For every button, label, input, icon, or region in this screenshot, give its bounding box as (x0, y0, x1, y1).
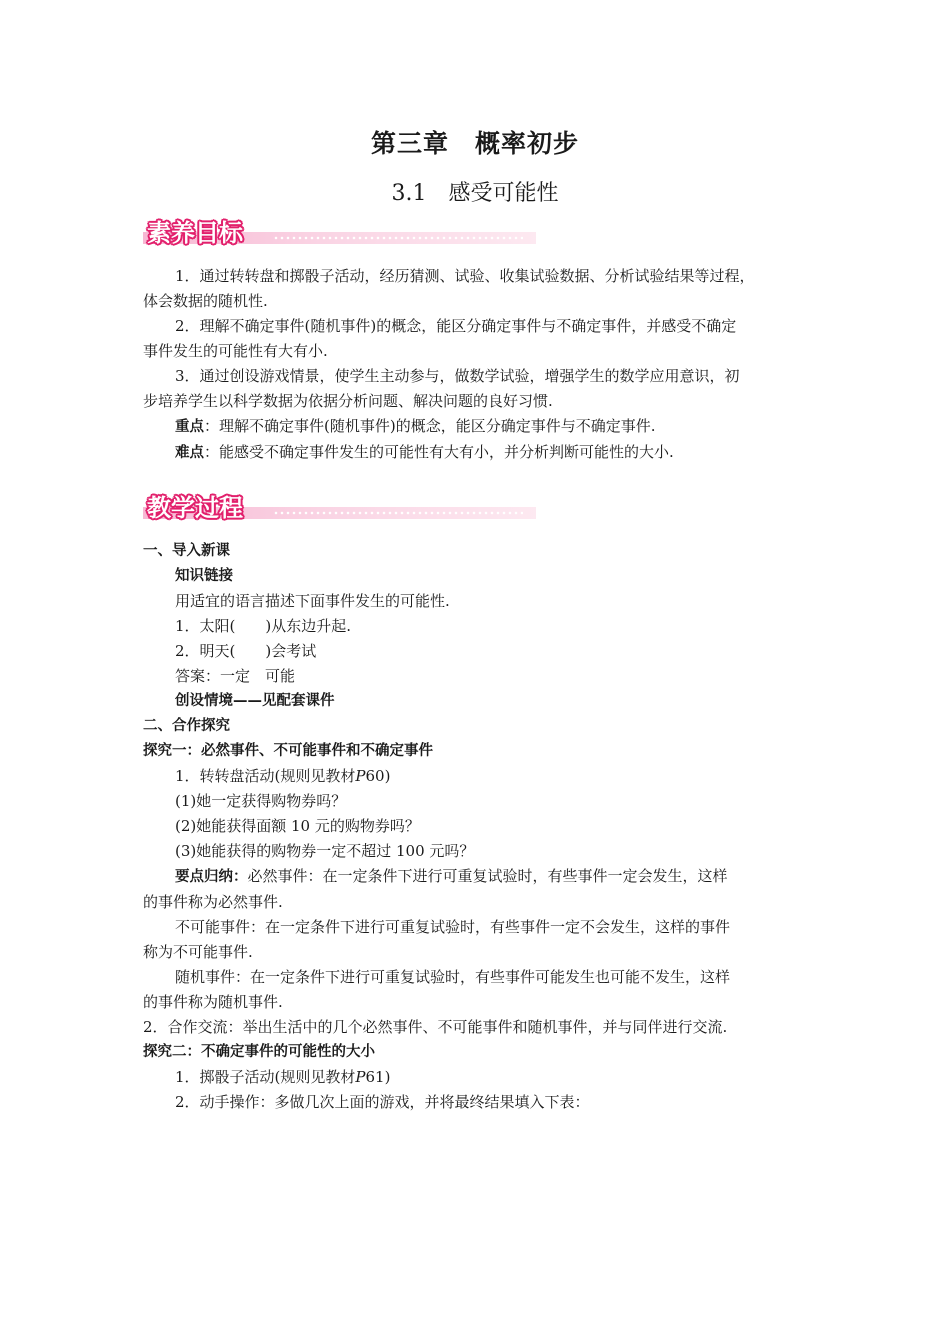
goal-1-line-2: 体会数据的随机性. (143, 292, 268, 310)
explore-1-title: 探究一：必然事件、不可能事件和不确定事件 (143, 743, 433, 759)
goals-banner (143, 213, 538, 247)
heading-intro: 一、导入新课 (143, 543, 230, 559)
random-line-2: 的事件称为随机事件. (143, 993, 283, 1011)
explore-2-title: 探究二：不确定事件的可能性的大小 (143, 1044, 375, 1060)
process-section (143, 539, 808, 1115)
explore-1-item-1: 1．转转盘活动(规则见教材P60) (175, 767, 391, 785)
goal-2-line-1: 2．理解不确定事件(随机事件)的概念，能区分确定事件与不确定事件，并感受不确定 (175, 317, 737, 335)
heading-explore: 二、合作探究 (143, 718, 230, 734)
explore-1-q1: (1)她一定获得购物券吗？ (175, 792, 347, 810)
key-point (143, 414, 808, 440)
goals-banner-label: 素养目标 (147, 219, 243, 247)
goal-2-line-2: 事件发生的可能性有大有小. (143, 342, 328, 360)
goal-3-line-2: 步培养学生以科学数据为依据分析问题、解决问题的良好习惯. (143, 392, 553, 410)
describe-prompt: 用适宜的语言描述下面事件发生的可能性. (175, 592, 450, 610)
explore-2-item-1: 1．掷骰子活动(规则见教材P61) (175, 1068, 391, 1086)
goal-3-line-1: 3．通过创设游戏情景，使学生主动参与，做数学试验，增强学生的数学应用意识，初 (175, 367, 740, 385)
key-point-text: ：理解不确定事件(随机事件)的概念，能区分确定事件与不确定事件. (204, 417, 656, 435)
question-2: 2．明天( )会考试 (175, 642, 317, 660)
banner-dots (273, 235, 523, 241)
goals-section (143, 264, 808, 466)
difficult-point-text: ：能感受不确定事件发生的可能性有大有小，并分析判断可能性的大小. (204, 443, 674, 461)
random-line-1: 随机事件：在一定条件下进行可重复试验时，有些事件可能发生也可能不发生，这样 (175, 968, 731, 986)
process-banner-label: 教学过程 (147, 494, 243, 522)
impossible-line-2: 称为不可能事件. (143, 943, 253, 961)
impossible-line-1: 不可能事件：在一定条件下进行可重复试验时，有些事件一定不会发生，这样的事件 (175, 918, 731, 936)
section-title: 3.1 感受可能性 (391, 181, 559, 206)
answer: 答案：一定 可能 (175, 667, 296, 685)
explore-2-item-2: 2．动手操作：多做几次上面的游戏，并将最终结果填入下表： (175, 1093, 590, 1111)
goal-1-line-1: 1．通过转转盘和掷骰子活动，经历猜测、试验、收集试验数据、分析试验结果等过程， (175, 267, 755, 285)
process-banner (143, 488, 538, 522)
summary-line-1: 要点归纳：必然事件：在一定条件下进行可重复试验时，有些事件一定会发生，这样 (175, 867, 728, 885)
key-point-label: 重点 (175, 419, 204, 435)
explore-1-q3: (3)她能获得的购物券一定不超过 100 元吗？ (175, 842, 475, 860)
explore-1-item-2: 2．合作交流：举出生活中的几个必然事件、不可能事件和随机事件，并与同伴进行交流. (143, 1018, 728, 1036)
scenario: 创设情境——见配套课件 (175, 693, 335, 709)
difficult-point-label: 难点 (175, 445, 204, 461)
question-1: 1．太阳( )从东边升起. (175, 617, 352, 635)
explore-1-q2: (2)她能获得面额 10 元的购物券吗？ (175, 817, 420, 835)
chapter-title: 第三章 概率初步 (370, 129, 579, 158)
summary-label: 要点归纳： (175, 869, 248, 885)
knowledge-link: 知识链接 (175, 568, 233, 584)
difficult-point (143, 440, 808, 466)
banner-dots (273, 510, 523, 516)
summary-line-2: 的事件称为必然事件. (143, 893, 283, 911)
